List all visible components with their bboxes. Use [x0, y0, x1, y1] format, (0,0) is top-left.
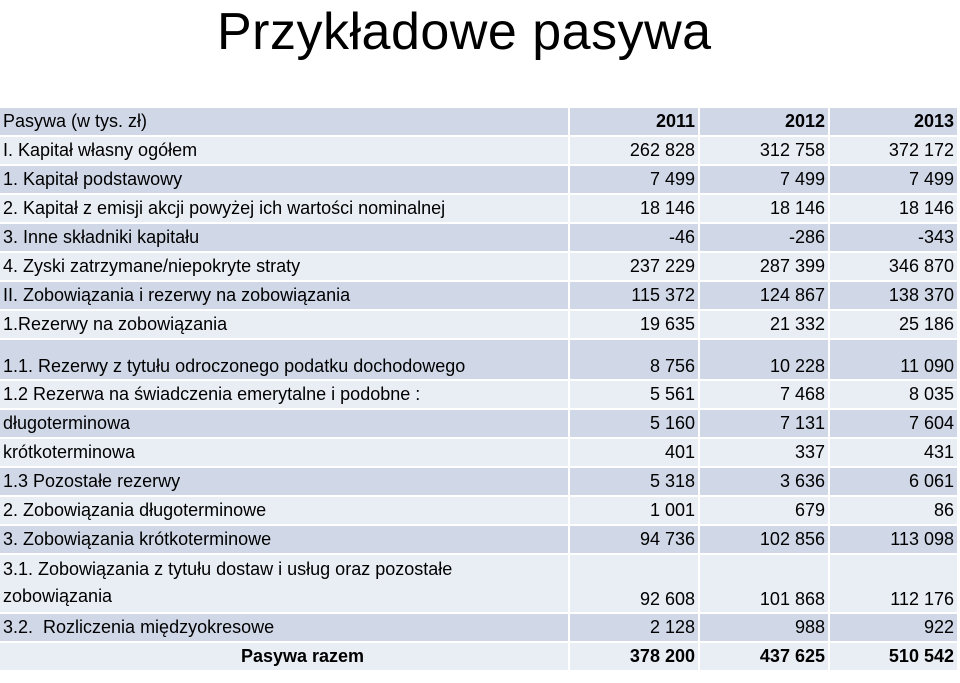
- row-label: 1.1. Rezerwy z tytułu odroczonego podatku dochodowego: [0, 340, 570, 381]
- cell-2013: 138 370: [830, 282, 959, 311]
- header-label: Pasywa (w tys. zł): [0, 108, 570, 137]
- cell-2013: 346 870: [830, 253, 959, 282]
- header-year-2013: 2013: [830, 108, 959, 137]
- cell-2012: 7 131: [700, 410, 830, 439]
- cell-2013: 431: [830, 439, 959, 468]
- cell-2011: 94 736: [570, 526, 700, 555]
- cell-2012: 337: [700, 439, 830, 468]
- table-row: [0, 166, 959, 195]
- table-row: [0, 526, 959, 555]
- total-2011: 378 200: [570, 643, 700, 672]
- cell-2012: 287 399: [700, 253, 830, 282]
- table-row: [0, 468, 959, 497]
- table-row: [0, 410, 959, 439]
- cell-2011: 262 828: [570, 137, 700, 166]
- row-label: 1. Kapitał podstawowy: [0, 166, 570, 195]
- cell-2012: 10 228: [700, 340, 830, 381]
- cell-2011: 5 160: [570, 410, 700, 439]
- liabilities-table: [0, 108, 959, 672]
- table-row: [0, 137, 959, 166]
- table-row: [0, 497, 959, 526]
- row-label: 1.Rezerwy na zobowiązania: [0, 311, 570, 340]
- cell-2013: 18 146: [830, 195, 959, 224]
- row-label: krótkoterminowa: [0, 439, 570, 468]
- cell-2011: 5 561: [570, 381, 700, 410]
- cell-2012: 3 636: [700, 468, 830, 497]
- cell-2012: 7 499: [700, 166, 830, 195]
- cell-2013: 112 176: [830, 555, 959, 614]
- cell-2011: 7 499: [570, 166, 700, 195]
- total-2013: 510 542: [830, 643, 959, 672]
- cell-2011: 92 608: [570, 555, 700, 614]
- row-label: 3. Inne składniki kapitału: [0, 224, 570, 253]
- cell-2013: 7 499: [830, 166, 959, 195]
- cell-2012: 21 332: [700, 311, 830, 340]
- cell-2011: 115 372: [570, 282, 700, 311]
- cell-2012: 102 856: [700, 526, 830, 555]
- cell-2012: 988: [700, 614, 830, 643]
- header-year-2012: 2012: [700, 108, 830, 137]
- cell-2013: 922: [830, 614, 959, 643]
- total-label: Pasywa razem: [0, 643, 570, 672]
- cell-2012: 124 867: [700, 282, 830, 311]
- table-row: [0, 311, 959, 340]
- cell-2011: 1 001: [570, 497, 700, 526]
- table-header-row: [0, 108, 959, 137]
- row-label: 1.3 Pozostałe rezerwy: [0, 468, 570, 497]
- cell-2011: 401: [570, 439, 700, 468]
- cell-2013: 113 098: [830, 526, 959, 555]
- cell-2011: 5 318: [570, 468, 700, 497]
- cell-2011: 18 146: [570, 195, 700, 224]
- cell-2012: 312 758: [700, 137, 830, 166]
- row-label: 3. Zobowiązania krótkoterminowe: [0, 526, 570, 555]
- cell-2013: 6 061: [830, 468, 959, 497]
- table-row: [0, 282, 959, 311]
- table-row: [0, 224, 959, 253]
- cell-2012: 679: [700, 497, 830, 526]
- cell-2011: 237 229: [570, 253, 700, 282]
- cell-2012: -286: [700, 224, 830, 253]
- cell-2013: 86: [830, 497, 959, 526]
- cell-2012: 18 146: [700, 195, 830, 224]
- table-row: [0, 555, 959, 614]
- cell-2013: -343: [830, 224, 959, 253]
- table-row: [0, 195, 959, 224]
- row-label: 2. Kapitał z emisji akcji powyżej ich wartości nominalnej: [0, 195, 570, 224]
- table-row: [0, 381, 959, 410]
- table-row: [0, 253, 959, 282]
- page-title: Przykładowe pasywa: [217, 3, 712, 61]
- cell-2011: 2 128: [570, 614, 700, 643]
- table-row: [0, 340, 959, 381]
- cell-2011: -46: [570, 224, 700, 253]
- cell-2011: 19 635: [570, 311, 700, 340]
- cell-2013: 7 604: [830, 410, 959, 439]
- table-row: [0, 439, 959, 468]
- row-label: długoterminowa: [0, 410, 570, 439]
- row-label: 3.2. Rozliczenia międzyokresowe: [0, 614, 570, 643]
- cell-2013: 372 172: [830, 137, 959, 166]
- cell-2011: 8 756: [570, 340, 700, 381]
- cell-2013: 11 090: [830, 340, 959, 381]
- total-2012: 437 625: [700, 643, 830, 672]
- table-row: [0, 614, 959, 643]
- table-total-row: [0, 643, 959, 672]
- header-year-2011: 2011: [570, 108, 700, 137]
- cell-2012: 101 868: [700, 555, 830, 614]
- cell-2012: 7 468: [700, 381, 830, 410]
- row-label: 2. Zobowiązania długoterminowe: [0, 497, 570, 526]
- row-label: I. Kapitał własny ogółem: [0, 137, 570, 166]
- cell-2013: 8 035: [830, 381, 959, 410]
- row-label: 4. Zyski zatrzymane/niepokryte straty: [0, 253, 570, 282]
- cell-2013: 25 186: [830, 311, 959, 340]
- row-label: II. Zobowiązania i rezerwy na zobowiązania: [0, 282, 570, 311]
- row-label: 1.2 Rezerwa na świadczenia emerytalne i podobne :: [0, 381, 570, 410]
- row-label: 3.1. Zobowiązania z tytułu dostaw i usług oraz pozostałe zobowiązania: [0, 555, 570, 614]
